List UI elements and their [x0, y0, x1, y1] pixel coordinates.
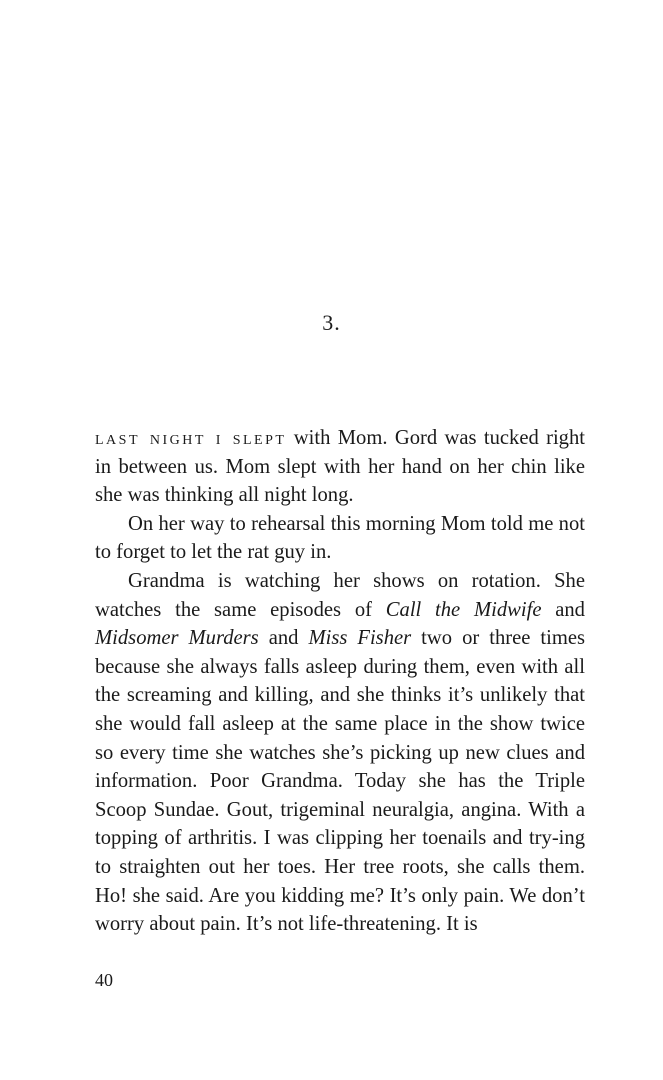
paragraph-3	[95, 567, 585, 939]
paragraph-2-text: On her way to rehearsal this morning Mom told me not to forget to let the rat guy in.	[95, 512, 585, 564]
paragraph-2	[95, 510, 585, 567]
opening-smallcaps: last night i slept	[95, 427, 287, 449]
page-number: 40	[95, 970, 113, 990]
chapter-number: 3.	[322, 310, 341, 335]
chapter-body	[95, 424, 585, 939]
paragraph-3-text-a: Grandma is watching her shows on rotation. She watches the same episodes of	[95, 569, 585, 621]
paragraph-3-text-d: two or three times because she always falls asleep during them, even with all the screaming and killing, and she thinks it’s unlikely that she would fall asleep at the same place in the show twice so every time she watches she’s picking up new clues and information. Poor Grandma. Today she has the Triple Scoop Sundae. Gout, trigeminal neuralgia, angina. With a topping of arthritis. I was clipping her toenails and try-ing to straighten out her toes. Her tree roots, she calls them. Ho! she said. Are you kidding me? It’s only pain. We don’t worry about pain. It’s not life-threatening. It is	[95, 627, 586, 936]
show-title-miss-fisher: Miss Fisher	[308, 627, 412, 650]
paragraph-3-text-b: and	[541, 598, 585, 621]
show-title-midsomer-murders: Midsomer Murders	[95, 627, 259, 650]
show-title-call-the-midwife: Call the Midwife	[385, 598, 542, 621]
paragraph-1	[95, 424, 585, 510]
paragraph-3-text-c: and	[258, 627, 309, 650]
paragraph-1-text: with Mom. Gord was tucked right in between us. Mom slept with her hand on her chin like she was thinking all night long.	[95, 427, 585, 507]
